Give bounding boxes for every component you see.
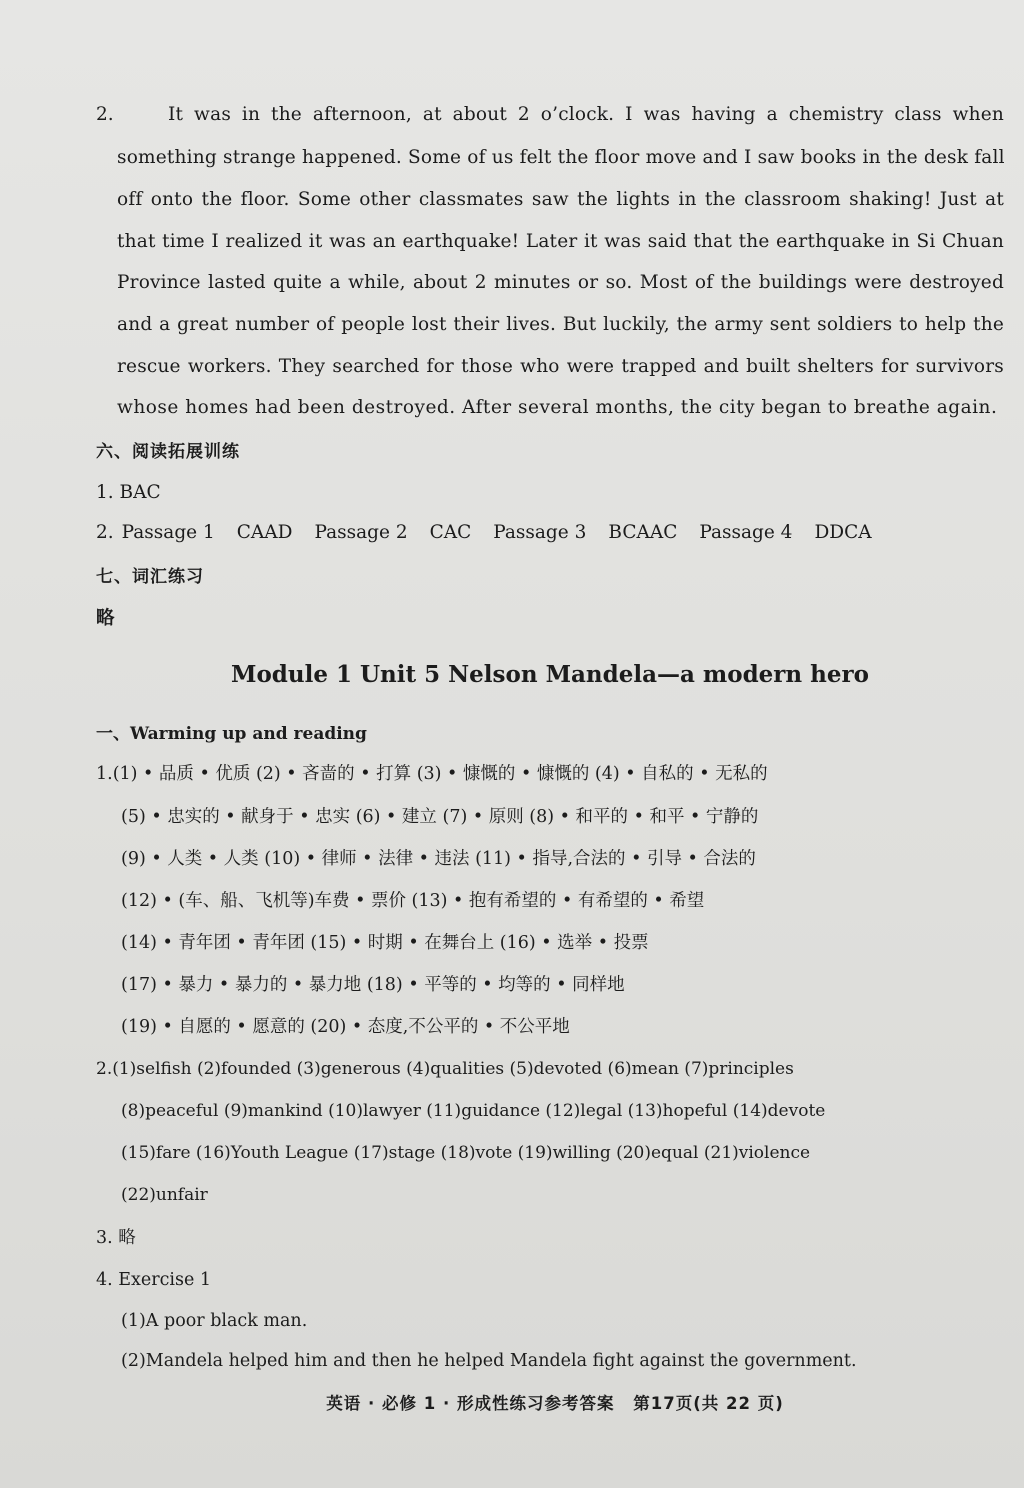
answer-number: 2. xyxy=(96,522,114,543)
vocab-line: (22)unfair xyxy=(121,1185,208,1205)
module-title: Module 1 Unit 5 Nelson Mandela—a modern hero xyxy=(231,661,869,688)
vocab-line: (17) • 暴力 • 暴力的 • 暴力地 (18) • 平等的 • 均等的 • 同样地 xyxy=(121,975,625,995)
passage-label: Passage 3 xyxy=(493,522,587,543)
passage-answer: BCAAC xyxy=(608,522,678,543)
answer-line: 3. 略 xyxy=(96,1228,136,1248)
vocab-line: (19) • 自愿的 • 愿意的 (20) • 态度,不公平的 • 不公平地 xyxy=(121,1017,570,1037)
answer-line: 1. BAC xyxy=(96,482,161,503)
passage-label: Passage 4 xyxy=(699,522,793,543)
section-heading: 六、阅读拓展训练 xyxy=(96,442,240,462)
passage-line: and a great number of people lost their lives. But luckily, the army sent soldiers to help the xyxy=(117,314,1004,335)
passage-answers xyxy=(96,521,894,545)
vocab-line: (12) • (车、船、飞机等)车费 • 票价 (13) • 抱有希望的 • 有希望的 • 希望 xyxy=(121,891,705,911)
passage-line: whose homes had been destroyed. After several months, the city began to breathe again. xyxy=(117,397,998,418)
passage-label: Passage 2 xyxy=(314,522,408,543)
vocab-line: (15)fare (16)Youth League (17)stage (18)vote (19)willing (20)equal (21)violence xyxy=(121,1143,811,1163)
passage-line: that time I realized it was an earthquake! Later it was said that the earthquake in Si Chuan xyxy=(117,231,1004,252)
answer-line: (2)Mandela helped him and then he helped Mandela fight against the government. xyxy=(121,1351,857,1371)
passage-line: rescue workers. They searched for those who were trapped and built shelters for survivors xyxy=(117,356,1004,377)
answer-line: 略 xyxy=(96,608,115,629)
passage-line: off onto the floor. Some other classmates saw the lights in the classroom shaking! Just at xyxy=(117,189,1004,210)
passage-answer: DDCA xyxy=(814,522,872,543)
page-number: 第17页(共 22 页) xyxy=(633,1394,784,1413)
vocab-line: (8)peaceful (9)mankind (10)lawyer (11)guidance (12)legal (13)hopeful (14)devote xyxy=(121,1101,826,1121)
vocab-line: 1.(1) • 品质 • 优质 (2) • 吝啬的 • 打算 (3) • 慷慨的 • 慷慨的 (4) • 自私的 • 无私的 xyxy=(96,764,768,784)
passage-answer: CAAD xyxy=(236,522,293,543)
section-heading: 七、词汇练习 xyxy=(96,567,204,587)
vocab-line: 2.(1)selfish (2)founded (3)generous (4)qualities (5)devoted (6)mean (7)principles xyxy=(96,1059,794,1079)
passage-number: 2. xyxy=(96,104,114,125)
passage-line: something strange happened. Some of us felt the floor move and I saw books in the desk fall xyxy=(117,147,1005,168)
vocab-line: (9) • 人类 • 人类 (10) • 律师 • 法律 • 违法 (11) • 指导,合法的 • 引导 • 合法的 xyxy=(121,849,756,869)
vocab-line: (14) • 青年团 • 青年团 (15) • 时期 • 在舞台上 (16) • 选举 • 投票 xyxy=(121,933,649,953)
section-heading: 一、Warming up and reading xyxy=(96,724,367,744)
passage-label: Passage 1 xyxy=(121,522,215,543)
passage-answer: CAC xyxy=(429,522,472,543)
answer-line: (1)A poor black man. xyxy=(121,1311,308,1331)
exercise-title: 4. Exercise 1 xyxy=(96,1270,212,1290)
passage-line: It was in the afternoon, at about 2 o’clock. I was having a chemistry class when xyxy=(168,104,1004,125)
passage-line: Province lasted quite a while, about 2 minutes or so. Most of the buildings were destroyed xyxy=(117,272,1004,293)
page-footer xyxy=(0,1392,1024,1416)
vocab-line: (5) • 忠实的 • 献身于 • 忠实 (6) • 建立 (7) • 原则 (8) • 和平的 • 和平 • 宁静的 xyxy=(121,807,759,827)
footer-subject: 英语 · 必修 1 · 形成性练习参考答案 xyxy=(326,1394,615,1413)
